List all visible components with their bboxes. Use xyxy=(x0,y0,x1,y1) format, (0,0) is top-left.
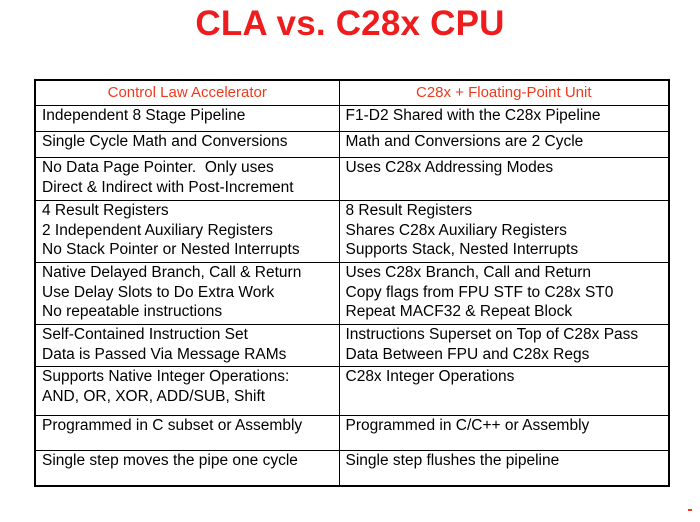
table-row xyxy=(35,158,669,201)
table-row xyxy=(35,201,669,263)
c28x-cell xyxy=(339,158,669,201)
cell-line: Single step moves the pipe one cycle xyxy=(42,452,298,469)
cla-cell xyxy=(35,132,339,158)
cell-line: Shares C28x Auxiliary Registers xyxy=(345,221,567,239)
cla-cell xyxy=(35,451,339,487)
cell-line: Direct & Indirect with Post-Increment xyxy=(42,178,294,196)
cell-line: 4 Result Registers xyxy=(42,202,169,219)
header-c28x: C28x + Floating-Point Unit xyxy=(339,80,669,106)
cell-line: Native Delayed Branch, Call & Return xyxy=(42,264,302,281)
cell-line: Data Between FPU and C28x Regs xyxy=(345,345,590,363)
table-row xyxy=(35,132,669,158)
table-row xyxy=(35,106,669,132)
table-header-row xyxy=(35,80,669,106)
cell-line: Use Delay Slots to Do Extra Work xyxy=(42,283,275,301)
cell-line: Supports Stack, Nested Interrupts xyxy=(345,241,579,258)
c28x-cell xyxy=(339,106,669,132)
cla-cell xyxy=(35,325,339,367)
c28x-cell xyxy=(339,263,669,325)
cell-line: 8 Result Registers xyxy=(345,202,473,219)
c28x-cell xyxy=(339,325,669,367)
cell-line: 2 Independent Auxiliary Registers xyxy=(42,221,273,239)
cla-cell xyxy=(35,367,339,416)
decorative-mark xyxy=(688,509,692,511)
cla-cell xyxy=(35,158,339,201)
cell-line: Data is Passed Via Message RAMs xyxy=(42,345,287,363)
cell-line: C28x Integer Operations xyxy=(345,368,515,385)
page-title: CLA vs. C28x CPU xyxy=(195,4,505,43)
cell-line: F1-D2 Shared with the C28x Pipeline xyxy=(345,107,601,124)
cell-line: No Data Page Pointer. Only uses xyxy=(42,159,274,176)
cell-line: Uses C28x Addressing Modes xyxy=(345,159,554,176)
comparison-table xyxy=(34,79,670,487)
cell-line: No Stack Pointer or Nested Interrupts xyxy=(42,241,300,258)
cla-cell xyxy=(35,263,339,325)
cell-line: Independent 8 Stage Pipeline xyxy=(42,107,246,124)
table-row xyxy=(35,416,669,451)
c28x-cell xyxy=(339,201,669,263)
c28x-cell xyxy=(339,367,669,416)
cell-line: Copy flags from FPU STF to C28x ST0 xyxy=(345,283,614,301)
c28x-cell xyxy=(339,132,669,158)
cell-line: Programmed in C/C++ or Assembly xyxy=(345,417,590,434)
cla-cell xyxy=(35,416,339,451)
cell-line: Programmed in C subset or Assembly xyxy=(42,417,303,434)
table-row xyxy=(35,451,669,487)
cell-line: Single Cycle Math and Conversions xyxy=(42,133,288,150)
cell-line: Single step flushes the pipeline xyxy=(345,452,560,469)
cell-line: Self-Contained Instruction Set xyxy=(42,326,248,343)
header-cla: Control Law Accelerator xyxy=(35,80,339,106)
cla-cell xyxy=(35,201,339,263)
cla-cell xyxy=(35,106,339,132)
cell-line: Instructions Superset on Top of C28x Pass xyxy=(345,326,639,343)
cell-line: AND, OR, XOR, ADD/SUB, Shift xyxy=(42,387,266,405)
cell-line: Repeat MACF32 & Repeat Block xyxy=(345,303,573,320)
table-row xyxy=(35,367,669,416)
c28x-cell xyxy=(339,416,669,451)
cell-line: Math and Conversions are 2 Cycle xyxy=(345,133,584,150)
table-row xyxy=(35,325,669,367)
c28x-cell xyxy=(339,451,669,487)
cell-line: Supports Native Integer Operations: xyxy=(42,368,290,385)
table-row xyxy=(35,263,669,325)
cell-line: No repeatable instructions xyxy=(42,303,223,320)
cell-line: Uses C28x Branch, Call and Return xyxy=(345,264,592,281)
